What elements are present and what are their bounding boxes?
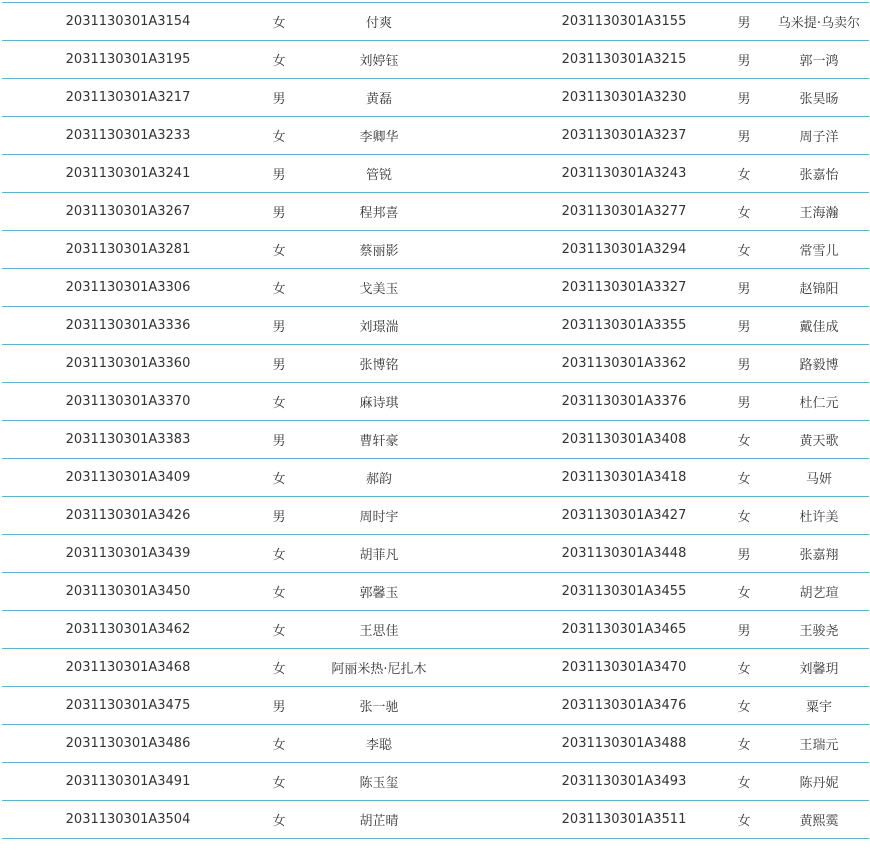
column-spacer xyxy=(454,41,529,79)
column-spacer xyxy=(454,231,529,269)
student-gender: 女 xyxy=(719,649,769,687)
student-id: 2031130301A3267 xyxy=(2,193,254,231)
student-name: 黄天歌 xyxy=(769,421,869,459)
student-name: 阿丽米热·尼扎木 xyxy=(304,649,454,687)
student-id: 2031130301A3439 xyxy=(2,535,254,573)
column-spacer xyxy=(454,79,529,117)
student-name: 胡艺瑄 xyxy=(769,573,869,611)
column-spacer xyxy=(454,383,529,421)
student-name: 麻诗琪 xyxy=(304,383,454,421)
column-spacer xyxy=(454,649,529,687)
student-name: 曹轩豪 xyxy=(304,421,454,459)
table-row xyxy=(2,573,869,611)
student-gender: 男 xyxy=(254,79,304,117)
table-row xyxy=(2,687,869,725)
student-gender: 女 xyxy=(254,117,304,155)
student-gender: 男 xyxy=(719,79,769,117)
student-name: 程邦喜 xyxy=(304,193,454,231)
student-gender: 男 xyxy=(254,497,304,535)
column-spacer xyxy=(454,725,529,763)
student-name: 周时宇 xyxy=(304,497,454,535)
student-gender: 男 xyxy=(719,611,769,649)
column-spacer xyxy=(454,307,529,345)
table-row xyxy=(2,649,869,687)
student-id: 2031130301A3233 xyxy=(2,117,254,155)
student-name: 黄磊 xyxy=(304,79,454,117)
student-id: 2031130301A3360 xyxy=(2,345,254,383)
student-id: 2031130301A3465 xyxy=(529,611,719,649)
table-row xyxy=(2,117,869,155)
student-gender: 女 xyxy=(719,687,769,725)
student-name: 李卿华 xyxy=(304,117,454,155)
student-name: 赵锦阳 xyxy=(769,269,869,307)
student-name: 郝韵 xyxy=(304,459,454,497)
student-id: 2031130301A3476 xyxy=(529,687,719,725)
student-gender: 男 xyxy=(719,41,769,79)
table-row xyxy=(2,41,869,79)
column-spacer xyxy=(454,269,529,307)
student-id: 2031130301A3277 xyxy=(529,193,719,231)
table-row xyxy=(2,155,869,193)
student-name: 路毅博 xyxy=(769,345,869,383)
student-name: 周子洋 xyxy=(769,117,869,155)
student-name: 刘婷钰 xyxy=(304,41,454,79)
student-id: 2031130301A3475 xyxy=(2,687,254,725)
student-gender: 男 xyxy=(254,155,304,193)
student-name: 李聪 xyxy=(304,725,454,763)
student-id: 2031130301A3448 xyxy=(529,535,719,573)
student-gender: 女 xyxy=(719,573,769,611)
student-gender: 男 xyxy=(719,117,769,155)
student-name: 管锐 xyxy=(304,155,454,193)
student-id: 2031130301A3462 xyxy=(2,611,254,649)
column-spacer xyxy=(454,687,529,725)
student-id: 2031130301A3418 xyxy=(529,459,719,497)
column-spacer xyxy=(454,535,529,573)
student-id: 2031130301A3217 xyxy=(2,79,254,117)
student-name: 蔡丽影 xyxy=(304,231,454,269)
student-gender: 女 xyxy=(254,231,304,269)
table-row xyxy=(2,459,869,497)
student-id: 2031130301A3426 xyxy=(2,497,254,535)
student-id: 2031130301A3294 xyxy=(529,231,719,269)
student-gender: 男 xyxy=(719,269,769,307)
student-gender: 男 xyxy=(254,421,304,459)
student-gender: 男 xyxy=(719,345,769,383)
student-gender: 男 xyxy=(254,307,304,345)
student-id: 2031130301A3336 xyxy=(2,307,254,345)
column-spacer xyxy=(454,573,529,611)
student-name: 付爽 xyxy=(304,3,454,41)
student-id: 2031130301A3427 xyxy=(529,497,719,535)
student-name: 马妍 xyxy=(769,459,869,497)
student-id: 2031130301A3306 xyxy=(2,269,254,307)
student-id: 2031130301A3486 xyxy=(2,725,254,763)
column-spacer xyxy=(454,155,529,193)
student-gender: 男 xyxy=(719,307,769,345)
student-id: 2031130301A3243 xyxy=(529,155,719,193)
student-id: 2031130301A3370 xyxy=(2,383,254,421)
student-id: 2031130301A3155 xyxy=(529,3,719,41)
student-gender: 女 xyxy=(254,383,304,421)
student-gender: 男 xyxy=(254,687,304,725)
table-row xyxy=(2,307,869,345)
student-id: 2031130301A3409 xyxy=(2,459,254,497)
column-spacer xyxy=(454,611,529,649)
student-gender: 女 xyxy=(254,41,304,79)
student-name: 刘璟湍 xyxy=(304,307,454,345)
column-spacer xyxy=(454,801,529,839)
student-gender: 女 xyxy=(254,459,304,497)
table-row xyxy=(2,421,869,459)
column-spacer xyxy=(454,421,529,459)
column-spacer xyxy=(454,193,529,231)
student-id: 2031130301A3376 xyxy=(529,383,719,421)
student-gender: 女 xyxy=(719,725,769,763)
roster-body xyxy=(2,3,869,839)
student-gender: 男 xyxy=(254,193,304,231)
student-name: 张一驰 xyxy=(304,687,454,725)
student-name: 常雪儿 xyxy=(769,231,869,269)
student-gender: 女 xyxy=(719,497,769,535)
student-id: 2031130301A3241 xyxy=(2,155,254,193)
student-name: 粟宇 xyxy=(769,687,869,725)
table-row xyxy=(2,269,869,307)
student-name: 胡芷晴 xyxy=(304,801,454,839)
table-row xyxy=(2,535,869,573)
student-id: 2031130301A3281 xyxy=(2,231,254,269)
student-id: 2031130301A3450 xyxy=(2,573,254,611)
student-id: 2031130301A3504 xyxy=(2,801,254,839)
table-row xyxy=(2,801,869,839)
student-gender: 女 xyxy=(254,269,304,307)
student-id: 2031130301A3362 xyxy=(529,345,719,383)
column-spacer xyxy=(454,497,529,535)
student-roster xyxy=(0,2,870,853)
student-id: 2031130301A3230 xyxy=(529,79,719,117)
student-name: 张博铭 xyxy=(304,345,454,383)
student-gender: 女 xyxy=(254,649,304,687)
student-name: 张昊旸 xyxy=(769,79,869,117)
table-row xyxy=(2,611,869,649)
table-row xyxy=(2,497,869,535)
student-name: 郭馨玉 xyxy=(304,573,454,611)
student-id: 2031130301A3470 xyxy=(529,649,719,687)
student-gender: 女 xyxy=(719,459,769,497)
table-row xyxy=(2,345,869,383)
student-id: 2031130301A3327 xyxy=(529,269,719,307)
column-spacer xyxy=(454,3,529,41)
student-gender: 女 xyxy=(254,725,304,763)
student-name: 王思佳 xyxy=(304,611,454,649)
student-gender: 女 xyxy=(719,155,769,193)
student-gender: 女 xyxy=(719,231,769,269)
student-gender: 女 xyxy=(254,763,304,801)
roster-table xyxy=(2,2,869,839)
student-name: 张嘉怡 xyxy=(769,155,869,193)
student-id: 2031130301A3383 xyxy=(2,421,254,459)
student-name: 杜仁元 xyxy=(769,383,869,421)
table-row xyxy=(2,383,869,421)
student-name: 陈丹妮 xyxy=(769,763,869,801)
student-gender: 女 xyxy=(254,611,304,649)
student-gender: 女 xyxy=(719,801,769,839)
student-gender: 女 xyxy=(254,801,304,839)
student-name: 陈玉玺 xyxy=(304,763,454,801)
table-row xyxy=(2,193,869,231)
student-name: 戈美玉 xyxy=(304,269,454,307)
student-id: 2031130301A3488 xyxy=(529,725,719,763)
student-id: 2031130301A3215 xyxy=(529,41,719,79)
student-name: 胡菲凡 xyxy=(304,535,454,573)
student-id: 2031130301A3455 xyxy=(529,573,719,611)
student-name: 戴佳成 xyxy=(769,307,869,345)
table-row xyxy=(2,79,869,117)
student-name: 杜许美 xyxy=(769,497,869,535)
column-spacer xyxy=(454,763,529,801)
student-name: 乌米提·乌卖尔 xyxy=(769,3,869,41)
student-name: 王瑞元 xyxy=(769,725,869,763)
column-spacer xyxy=(454,459,529,497)
student-gender: 男 xyxy=(719,3,769,41)
student-id: 2031130301A3491 xyxy=(2,763,254,801)
student-gender: 男 xyxy=(719,535,769,573)
student-gender: 女 xyxy=(254,535,304,573)
student-gender: 女 xyxy=(719,421,769,459)
student-gender: 女 xyxy=(254,573,304,611)
student-id: 2031130301A3154 xyxy=(2,3,254,41)
student-name: 王海瀚 xyxy=(769,193,869,231)
table-row xyxy=(2,231,869,269)
column-spacer xyxy=(454,345,529,383)
table-row xyxy=(2,763,869,801)
student-id: 2031130301A3468 xyxy=(2,649,254,687)
student-id: 2031130301A3195 xyxy=(2,41,254,79)
table-row xyxy=(2,725,869,763)
student-gender: 男 xyxy=(719,383,769,421)
student-id: 2031130301A3237 xyxy=(529,117,719,155)
student-name: 王骏尧 xyxy=(769,611,869,649)
student-id: 2031130301A3408 xyxy=(529,421,719,459)
student-id: 2031130301A3493 xyxy=(529,763,719,801)
student-id: 2031130301A3511 xyxy=(529,801,719,839)
student-name: 郭一鸿 xyxy=(769,41,869,79)
student-gender: 女 xyxy=(719,193,769,231)
student-name: 张嘉翔 xyxy=(769,535,869,573)
student-name: 黄熙霙 xyxy=(769,801,869,839)
student-gender: 男 xyxy=(254,345,304,383)
table-row xyxy=(2,3,869,41)
student-id: 2031130301A3355 xyxy=(529,307,719,345)
student-gender: 女 xyxy=(254,3,304,41)
student-name: 刘馨玥 xyxy=(769,649,869,687)
student-gender: 女 xyxy=(719,763,769,801)
column-spacer xyxy=(454,117,529,155)
